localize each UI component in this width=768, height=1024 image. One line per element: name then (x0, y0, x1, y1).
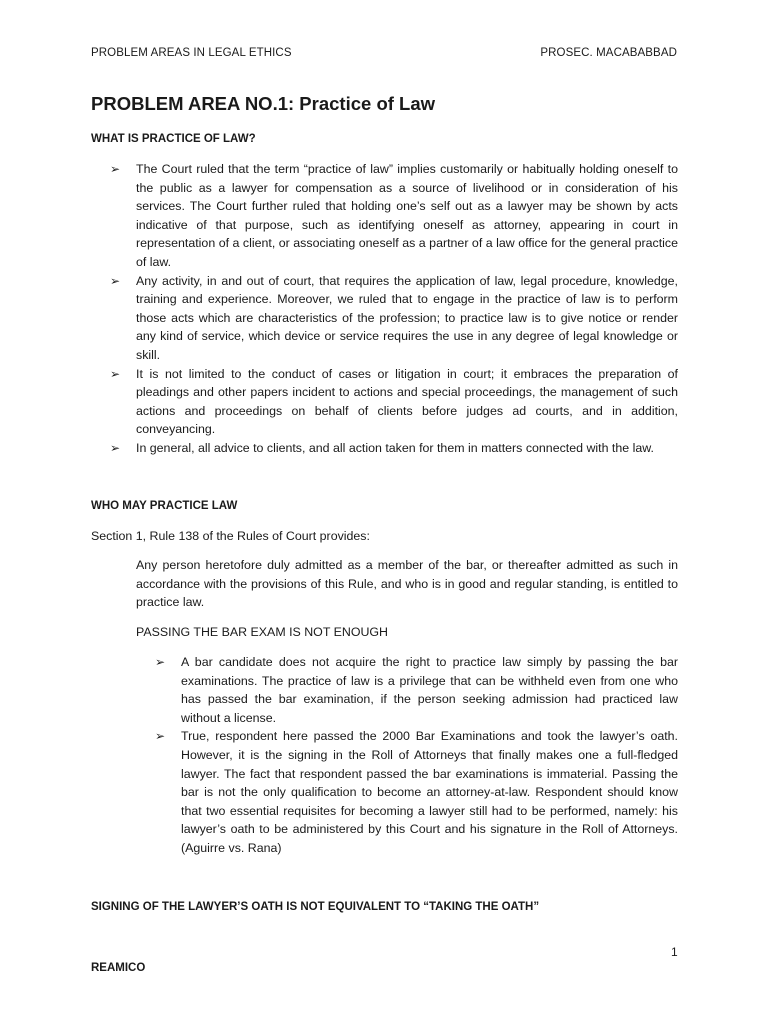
subheading-bar-exam: PASSING THE BAR EXAM IS NOT ENOUGH (136, 625, 388, 639)
section-heading-practice-of-law: WHAT IS PRACTICE OF LAW? (91, 133, 256, 145)
arrow-bullet-icon: ➢ (110, 162, 121, 176)
list-item: ➢ True, respondent here passed the 2000 Bar Examinations and took the lawyer’s oath. However, it is the signing in the Roll of Attorneys that finally makes one a full-fledged lawyer. The fact that respondent passed the bar examinations is immaterial. Passing the bar is not the only qualification to become an attorney-at-law. Respondent should know that two essential requisites for becoming a lawyer still had to be performed, namely: his lawyer’s oath to be administered by this Court and his signature in the Roll of Attorneys. (Aguirre vs. Rana) (155, 729, 678, 855)
list-item: ➢ A bar candidate does not acquire the right to practice law simply by passing the bar examinations. The practice of law is a privilege that can be withheld even from one who has passed the bar examination, if the person seeking admission had practiced law without a license. (155, 655, 678, 725)
page-header (91, 47, 677, 59)
arrow-bullet-icon: ➢ (110, 273, 121, 288)
header-left: PROBLEM AREAS IN LEGAL ETHICS (91, 47, 292, 59)
section-heading-lawyers-oath: SIGNING OF THE LAWYER’S OATH IS NOT EQUIVALENT TO “TAKING THE OATH” (91, 901, 540, 913)
header-right: PROSEC. MACABABBAD (540, 47, 677, 59)
arrow-bullet-icon: ➢ (110, 366, 121, 381)
footer-name: REAMICO (91, 962, 146, 974)
list-item: ➢ Any activity, in and out of court, that requires the application of law, legal procedure, knowledge, training and experience. Moreover, we ruled that to engage in the practice of law is to perform those acts which are characteristics of the profession; to practice law is to give notice or render any kind of service, which device or service requires the use in any degree of legal knowledge or skill. (110, 273, 678, 362)
document-title: PROBLEM AREA NO.1: Practice of Law (91, 93, 436, 114)
list-item: ➢ In general, all advice to clients, and all action taken for them in matters connected with the law. (136, 439, 678, 458)
list-item: ➢ It is not limited to the conduct of cases or litigation in court; it embraces the preparation of pleadings and other papers incident to actions and special proceedings, the management of such actions and proceedings on behalf of clients before judges ad courts, and in addition, conveyancing. (110, 366, 678, 437)
list-item: ➢ The Court ruled that the term “practice of law” implies customarily or habitually holding oneself to the public as a lawyer for compensation as a source of livelihood or in consideration of his services. The Court further ruled that holding one’s self out as a lawyer may be shown by acts indicative of that purpose, such as identifying oneself as attorney, appearing in court in representation of a client, or associating oneself as a partner of a law office for the general practice of law. (110, 162, 678, 269)
bar-exam-bullets (155, 653, 678, 858)
page-number: 1 (671, 945, 678, 959)
section-heading-who-may-practice: WHO MAY PRACTICE LAW (91, 500, 238, 512)
rule-citation: Section 1, Rule 138 of the Rules of Court provides: (91, 529, 370, 543)
practice-of-law-bullets (110, 160, 678, 458)
arrow-bullet-icon: ➢ (110, 440, 121, 455)
rule-quote: Any person heretofore duly admitted as a member of the bar, or thereafter admitted as such in accordance with the provisions of this Rule, and who is in good and regular standing, is entitled to practice law. (136, 558, 678, 610)
arrow-bullet-icon: ➢ (155, 655, 166, 669)
arrow-bullet-icon: ➢ (155, 729, 166, 744)
